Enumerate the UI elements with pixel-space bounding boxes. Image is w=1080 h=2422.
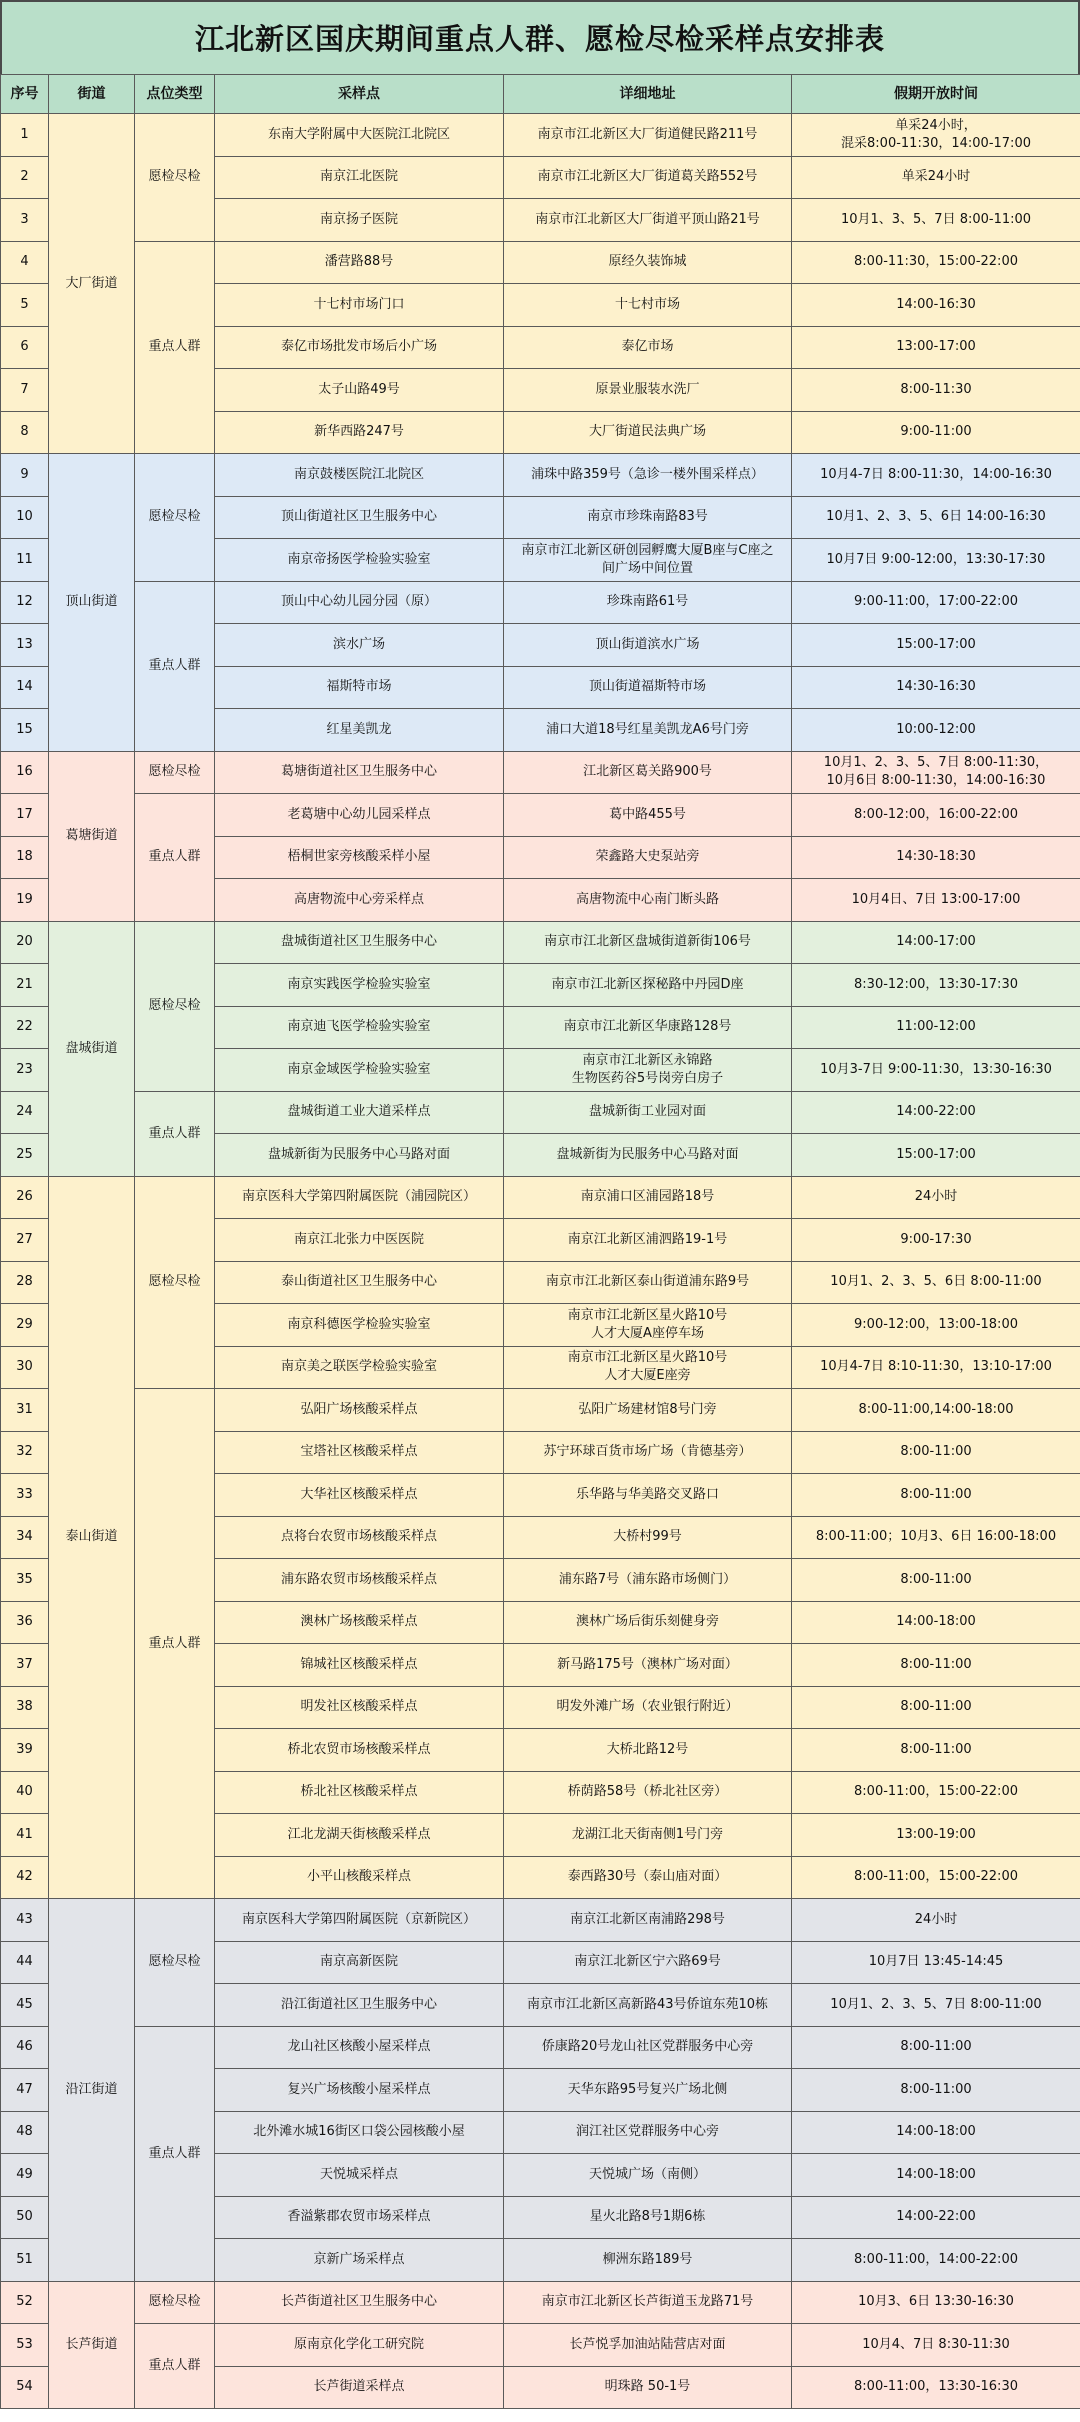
sampling-site: 沿江街道社区卫生服务中心 bbox=[215, 1984, 504, 2027]
site-address: 乐华路与华美路交叉路口 bbox=[504, 1474, 792, 1517]
sampling-site: 东南大学附属中大医院江北院区 bbox=[215, 114, 504, 157]
open-hours: 单采24小时 bbox=[792, 156, 1080, 199]
site-address: 天悦城广场（南侧） bbox=[504, 2154, 792, 2197]
open-hours: 14:00-18:00 bbox=[792, 2154, 1080, 2197]
sampling-site: 福斯特市场 bbox=[215, 666, 504, 709]
open-hours: 8:00-11:30，15:00-22:00 bbox=[792, 241, 1080, 284]
site-address: 高唐物流中心南门断头路 bbox=[504, 879, 792, 922]
table-row bbox=[1, 581, 1080, 624]
sampling-site: 南京美之联医学检验实验室 bbox=[215, 1346, 504, 1389]
sampling-site: 复兴广场核酸小屋采样点 bbox=[215, 2069, 504, 2112]
open-hours: 8:00-11:00 bbox=[792, 2069, 1080, 2112]
open-hours: 10月4日、7日 13:00-17:00 bbox=[792, 879, 1080, 922]
row-number: 54 bbox=[1, 2366, 49, 2409]
site-address: 南京市江北新区星火路10号 人才大厦E座旁 bbox=[504, 1346, 792, 1389]
site-type: 愿检尽检 bbox=[135, 1176, 215, 1389]
open-hours: 14:00-22:00 bbox=[792, 2196, 1080, 2239]
row-number: 15 bbox=[1, 709, 49, 752]
row-number: 27 bbox=[1, 1219, 49, 1262]
row-number: 35 bbox=[1, 1559, 49, 1602]
sampling-site: 长芦街道采样点 bbox=[215, 2366, 504, 2409]
row-number: 5 bbox=[1, 284, 49, 327]
street-name: 长芦街道 bbox=[49, 2281, 135, 2409]
street-name: 沿江街道 bbox=[49, 1899, 135, 2282]
sampling-site: 老葛塘中心幼儿园采样点 bbox=[215, 794, 504, 837]
table-row bbox=[1, 454, 1080, 497]
site-address: 盘城新街为民服务中心马路对面 bbox=[504, 1134, 792, 1177]
table-header-row bbox=[1, 75, 1080, 114]
sampling-site: 宝塔社区核酸采样点 bbox=[215, 1431, 504, 1474]
open-hours: 14:00-17:00 bbox=[792, 921, 1080, 964]
street-name: 葛塘街道 bbox=[49, 751, 135, 921]
sampling-site: 南京江北医院 bbox=[215, 156, 504, 199]
header-no: 序号 bbox=[1, 75, 49, 114]
sampling-site: 泰山街道社区卫生服务中心 bbox=[215, 1261, 504, 1304]
table-row bbox=[1, 1899, 1080, 1942]
row-number: 40 bbox=[1, 1771, 49, 1814]
sampling-site: 顶山街道社区卫生服务中心 bbox=[215, 496, 504, 539]
open-hours: 24小时 bbox=[792, 1176, 1080, 1219]
row-number: 38 bbox=[1, 1686, 49, 1729]
row-number: 42 bbox=[1, 1856, 49, 1899]
sampling-site: 香溢紫郡农贸市场采样点 bbox=[215, 2196, 504, 2239]
open-hours: 8:00-11:00 bbox=[792, 1729, 1080, 1772]
site-address: 长芦悦孚加油站陆营店对面 bbox=[504, 2324, 792, 2367]
row-number: 12 bbox=[1, 581, 49, 624]
sampling-site: 江北龙湖天街核酸采样点 bbox=[215, 1814, 504, 1857]
site-address: 浦口大道18号红星美凯龙A6号门旁 bbox=[504, 709, 792, 752]
site-address: 桥荫路58号（桥北社区旁） bbox=[504, 1771, 792, 1814]
site-type: 愿检尽检 bbox=[135, 454, 215, 582]
open-hours: 8:00-11:00 bbox=[792, 1474, 1080, 1517]
street-name: 顶山街道 bbox=[49, 454, 135, 752]
row-number: 44 bbox=[1, 1941, 49, 1984]
sampling-site: 盘城街道工业大道采样点 bbox=[215, 1091, 504, 1134]
site-address: 侨康路20号龙山社区党群服务中心旁 bbox=[504, 2026, 792, 2069]
row-number: 17 bbox=[1, 794, 49, 837]
row-number: 21 bbox=[1, 964, 49, 1007]
open-hours: 单采24小时， 混采8:00-11:30，14:00-17:00 bbox=[792, 114, 1080, 157]
open-hours: 8:00-11:00，14:00-22:00 bbox=[792, 2239, 1080, 2282]
sampling-site: 锦城社区核酸采样点 bbox=[215, 1644, 504, 1687]
open-hours: 9:00-12:00，13:00-18:00 bbox=[792, 1304, 1080, 1347]
site-address: 天华东路95号复兴广场北侧 bbox=[504, 2069, 792, 2112]
open-hours: 9:00-11:00 bbox=[792, 411, 1080, 454]
site-address: 南京市江北新区研创园孵鹰大厦B座与C座之 间广场中间位置 bbox=[504, 539, 792, 582]
sampling-site: 龙山社区核酸小屋采样点 bbox=[215, 2026, 504, 2069]
table-row bbox=[1, 1176, 1080, 1219]
open-hours: 10月3、6日 13:30-16:30 bbox=[792, 2281, 1080, 2324]
site-address: 浦东路7号（浦东路市场侧门） bbox=[504, 1559, 792, 1602]
row-number: 53 bbox=[1, 2324, 49, 2367]
row-number: 45 bbox=[1, 1984, 49, 2027]
table-row bbox=[1, 1091, 1080, 1134]
sampling-site: 新华西路247号 bbox=[215, 411, 504, 454]
open-hours: 14:00-16:30 bbox=[792, 284, 1080, 327]
row-number: 30 bbox=[1, 1346, 49, 1389]
sampling-site: 南京高新医院 bbox=[215, 1941, 504, 1984]
open-hours: 8:00-11:00 bbox=[792, 1559, 1080, 1602]
sampling-site: 大华社区核酸采样点 bbox=[215, 1474, 504, 1517]
site-address: 南京市江北新区华康路128号 bbox=[504, 1006, 792, 1049]
site-address: 南京江北新区浦泗路19-1号 bbox=[504, 1219, 792, 1262]
row-number: 31 bbox=[1, 1389, 49, 1432]
site-type: 重点人群 bbox=[135, 2324, 215, 2409]
sampling-site: 高唐物流中心旁采样点 bbox=[215, 879, 504, 922]
sampling-site: 南京帝扬医学检验实验室 bbox=[215, 539, 504, 582]
site-address: 弘阳广场建材馆8号门旁 bbox=[504, 1389, 792, 1432]
sampling-site: 南京江北张力中医医院 bbox=[215, 1219, 504, 1262]
site-address: 浦珠中路359号（急诊一楼外围采样点） bbox=[504, 454, 792, 497]
sampling-site: 潘营路88号 bbox=[215, 241, 504, 284]
row-number: 51 bbox=[1, 2239, 49, 2282]
row-number: 9 bbox=[1, 454, 49, 497]
table-row bbox=[1, 2281, 1080, 2324]
row-number: 11 bbox=[1, 539, 49, 582]
row-number: 49 bbox=[1, 2154, 49, 2197]
row-number: 47 bbox=[1, 2069, 49, 2112]
sampling-site: 澳林广场核酸采样点 bbox=[215, 1601, 504, 1644]
sampling-site: 盘城新街为民服务中心马路对面 bbox=[215, 1134, 504, 1177]
sampling-site: 长芦街道社区卫生服务中心 bbox=[215, 2281, 504, 2324]
row-number: 24 bbox=[1, 1091, 49, 1134]
street-name: 大厂街道 bbox=[49, 114, 135, 454]
row-number: 43 bbox=[1, 1899, 49, 1942]
sampling-site: 京新广场采样点 bbox=[215, 2239, 504, 2282]
site-address: 顶山街道滨水广场 bbox=[504, 624, 792, 667]
table-body bbox=[1, 114, 1080, 2409]
open-hours: 8:00-11:00，15:00-22:00 bbox=[792, 1856, 1080, 1899]
row-number: 8 bbox=[1, 411, 49, 454]
open-hours: 8:00-12:00，16:00-22:00 bbox=[792, 794, 1080, 837]
open-hours: 8:00-11:00 bbox=[792, 2026, 1080, 2069]
row-number: 23 bbox=[1, 1049, 49, 1092]
row-number: 16 bbox=[1, 751, 49, 794]
table-row bbox=[1, 751, 1080, 794]
sampling-site: 顶山中心幼儿园分园（原） bbox=[215, 581, 504, 624]
open-hours: 13:00-19:00 bbox=[792, 1814, 1080, 1857]
sampling-site: 太子山路49号 bbox=[215, 369, 504, 412]
sampling-site: 弘阳广场核酸采样点 bbox=[215, 1389, 504, 1432]
site-type: 重点人群 bbox=[135, 581, 215, 751]
site-type: 重点人群 bbox=[135, 1091, 215, 1176]
open-hours: 10月4-7日 8:10-11:30，13:10-17:00 bbox=[792, 1346, 1080, 1389]
row-number: 19 bbox=[1, 879, 49, 922]
row-number: 18 bbox=[1, 836, 49, 879]
site-type: 愿检尽检 bbox=[135, 751, 215, 794]
open-hours: 10月1、3、5、7日 8:00-11:00 bbox=[792, 199, 1080, 242]
open-hours: 8:00-11:30 bbox=[792, 369, 1080, 412]
sampling-site: 红星美凯龙 bbox=[215, 709, 504, 752]
open-hours: 9:00-11:00，17:00-22:00 bbox=[792, 581, 1080, 624]
site-address: 南京市江北新区大厂街道健民路211号 bbox=[504, 114, 792, 157]
open-hours: 10月7日 9:00-12:00，13:30-17:30 bbox=[792, 539, 1080, 582]
row-number: 32 bbox=[1, 1431, 49, 1474]
row-number: 13 bbox=[1, 624, 49, 667]
site-type: 重点人群 bbox=[135, 1389, 215, 1899]
row-number: 4 bbox=[1, 241, 49, 284]
site-address: 葛中路455号 bbox=[504, 794, 792, 837]
sampling-site: 十七村市场门口 bbox=[215, 284, 504, 327]
sampling-site: 北外滩水城16街区口袋公园核酸小屋 bbox=[215, 2111, 504, 2154]
row-number: 29 bbox=[1, 1304, 49, 1347]
table-row bbox=[1, 114, 1080, 157]
site-address: 南京浦口区浦园路18号 bbox=[504, 1176, 792, 1219]
site-address: 南京市珍珠南路83号 bbox=[504, 496, 792, 539]
table-row bbox=[1, 921, 1080, 964]
sampling-site: 南京金域医学检验实验室 bbox=[215, 1049, 504, 1092]
site-address: 泰亿市场 bbox=[504, 326, 792, 369]
row-number: 39 bbox=[1, 1729, 49, 1772]
site-address: 苏宁环球百货市场广场（肯德基旁） bbox=[504, 1431, 792, 1474]
open-hours: 14:30-16:30 bbox=[792, 666, 1080, 709]
open-hours: 13:00-17:00 bbox=[792, 326, 1080, 369]
site-address: 盘城新街工业园对面 bbox=[504, 1091, 792, 1134]
sampling-site: 南京医科大学第四附属医院（浦园院区） bbox=[215, 1176, 504, 1219]
header-street: 街道 bbox=[49, 75, 135, 114]
header-hours: 假期开放时间 bbox=[792, 75, 1080, 114]
row-number: 46 bbox=[1, 2026, 49, 2069]
site-address: 南京市江北新区星火路10号 人才大厦A座停车场 bbox=[504, 1304, 792, 1347]
site-type: 愿检尽检 bbox=[135, 1899, 215, 2027]
row-number: 52 bbox=[1, 2281, 49, 2324]
open-hours: 10月1、2、3、5、6日 8:00-11:00 bbox=[792, 1261, 1080, 1304]
sampling-site: 点将台农贸市场核酸采样点 bbox=[215, 1516, 504, 1559]
site-address: 明发外滩广场（农业银行附近） bbox=[504, 1686, 792, 1729]
site-address: 泰西路30号（泰山庙对面） bbox=[504, 1856, 792, 1899]
open-hours: 10月4-7日 8:00-11:30，14:00-16:30 bbox=[792, 454, 1080, 497]
open-hours: 8:00-11:00 bbox=[792, 1644, 1080, 1687]
row-number: 10 bbox=[1, 496, 49, 539]
site-address: 南京江北新区南浦路298号 bbox=[504, 1899, 792, 1942]
site-address: 南京市江北新区泰山街道浦东路9号 bbox=[504, 1261, 792, 1304]
sampling-site: 明发社区核酸采样点 bbox=[215, 1686, 504, 1729]
row-number: 26 bbox=[1, 1176, 49, 1219]
open-hours: 14:00-18:00 bbox=[792, 2111, 1080, 2154]
site-address: 星火北路8号1期6栋 bbox=[504, 2196, 792, 2239]
row-number: 22 bbox=[1, 1006, 49, 1049]
open-hours: 10月1、2、3、5、6日 14:00-16:30 bbox=[792, 496, 1080, 539]
sampling-site: 南京科德医学检验实验室 bbox=[215, 1304, 504, 1347]
open-hours: 14:30-18:30 bbox=[792, 836, 1080, 879]
street-name: 泰山街道 bbox=[49, 1176, 135, 1899]
sampling-site: 南京扬子医院 bbox=[215, 199, 504, 242]
site-address: 明珠路 50-1号 bbox=[504, 2366, 792, 2409]
site-type: 重点人群 bbox=[135, 2026, 215, 2281]
site-address: 江北新区葛关路900号 bbox=[504, 751, 792, 794]
site-address: 柳洲东路189号 bbox=[504, 2239, 792, 2282]
row-number: 7 bbox=[1, 369, 49, 412]
row-number: 33 bbox=[1, 1474, 49, 1517]
open-hours: 14:00-22:00 bbox=[792, 1091, 1080, 1134]
site-address: 南京市江北新区探秘路中丹园D座 bbox=[504, 964, 792, 1007]
header-type: 点位类型 bbox=[135, 75, 215, 114]
open-hours: 15:00-17:00 bbox=[792, 624, 1080, 667]
row-number: 34 bbox=[1, 1516, 49, 1559]
row-number: 1 bbox=[1, 114, 49, 157]
header-site: 采样点 bbox=[215, 75, 504, 114]
sampling-site: 梧桐世家旁核酸采样小屋 bbox=[215, 836, 504, 879]
site-type: 重点人群 bbox=[135, 794, 215, 922]
open-hours: 14:00-18:00 bbox=[792, 1601, 1080, 1644]
row-number: 6 bbox=[1, 326, 49, 369]
site-type: 重点人群 bbox=[135, 241, 215, 454]
site-address: 十七村市场 bbox=[504, 284, 792, 327]
open-hours: 9:00-17:30 bbox=[792, 1219, 1080, 1262]
site-address: 大桥村99号 bbox=[504, 1516, 792, 1559]
site-address: 南京市江北新区大厂街道平顶山路21号 bbox=[504, 199, 792, 242]
sampling-site: 南京迪飞医学检验实验室 bbox=[215, 1006, 504, 1049]
sampling-site: 原南京化学化工研究院 bbox=[215, 2324, 504, 2367]
row-number: 50 bbox=[1, 2196, 49, 2239]
site-address: 荣鑫路大史泵站旁 bbox=[504, 836, 792, 879]
sampling-site: 南京医科大学第四附属医院（京新院区） bbox=[215, 1899, 504, 1942]
header-address: 详细地址 bbox=[504, 75, 792, 114]
open-hours: 24小时 bbox=[792, 1899, 1080, 1942]
open-hours: 10月3-7日 9:00-11:30，13:30-16:30 bbox=[792, 1049, 1080, 1092]
open-hours: 10月1、2、3、5、7日 8:00-11:00 bbox=[792, 1984, 1080, 2027]
site-address: 润江社区党群服务中心旁 bbox=[504, 2111, 792, 2154]
table-row bbox=[1, 2324, 1080, 2367]
sampling-site: 滨水广场 bbox=[215, 624, 504, 667]
sampling-site: 葛塘街道社区卫生服务中心 bbox=[215, 751, 504, 794]
table-row bbox=[1, 241, 1080, 284]
row-number: 36 bbox=[1, 1601, 49, 1644]
site-address: 南京市江北新区盘城街道新街106号 bbox=[504, 921, 792, 964]
site-address: 南京市江北新区大厂街道葛关路552号 bbox=[504, 156, 792, 199]
site-address: 南京市江北新区永锦路 生物医药谷5号岗旁白房子 bbox=[504, 1049, 792, 1092]
site-address: 澳林广场后街乐刻健身旁 bbox=[504, 1601, 792, 1644]
sampling-site: 泰亿市场批发市场后小广场 bbox=[215, 326, 504, 369]
open-hours: 8:00-11:00，13:30-16:30 bbox=[792, 2366, 1080, 2409]
site-address: 珍珠南路61号 bbox=[504, 581, 792, 624]
open-hours: 11:00-12:00 bbox=[792, 1006, 1080, 1049]
row-number: 2 bbox=[1, 156, 49, 199]
sampling-site: 盘城街道社区卫生服务中心 bbox=[215, 921, 504, 964]
site-address: 大厂街道民法典广场 bbox=[504, 411, 792, 454]
sampling-site: 南京鼓楼医院江北院区 bbox=[215, 454, 504, 497]
row-number: 25 bbox=[1, 1134, 49, 1177]
row-number: 28 bbox=[1, 1261, 49, 1304]
row-number: 37 bbox=[1, 1644, 49, 1687]
row-number: 41 bbox=[1, 1814, 49, 1857]
site-address: 大桥北路12号 bbox=[504, 1729, 792, 1772]
open-hours: 8:00-11:00 bbox=[792, 1431, 1080, 1474]
sampling-site: 南京实践医学检验实验室 bbox=[215, 964, 504, 1007]
street-name: 盘城街道 bbox=[49, 921, 135, 1176]
site-address: 南京市江北新区长芦街道玉龙路71号 bbox=[504, 2281, 792, 2324]
site-address: 南京江北新区宁六路69号 bbox=[504, 1941, 792, 1984]
open-hours: 10月7日 13:45-14:45 bbox=[792, 1941, 1080, 1984]
open-hours: 8:00-11:00 bbox=[792, 1686, 1080, 1729]
open-hours: 15:00-17:00 bbox=[792, 1134, 1080, 1177]
site-address: 新马路175号（澳林广场对面） bbox=[504, 1644, 792, 1687]
open-hours: 8:00-11:00，15:00-22:00 bbox=[792, 1771, 1080, 1814]
site-type: 愿检尽检 bbox=[135, 921, 215, 1091]
open-hours: 10月4、7日 8:30-11:30 bbox=[792, 2324, 1080, 2367]
site-type: 愿检尽检 bbox=[135, 2281, 215, 2324]
site-address: 龙湖江北天街南侧1号门旁 bbox=[504, 1814, 792, 1857]
sampling-site: 桥北农贸市场核酸采样点 bbox=[215, 1729, 504, 1772]
table-row bbox=[1, 2026, 1080, 2069]
site-address: 南京市江北新区高新路43号侨谊东苑10栋 bbox=[504, 1984, 792, 2027]
row-number: 48 bbox=[1, 2111, 49, 2154]
table-row bbox=[1, 1389, 1080, 1432]
sampling-site: 桥北社区核酸采样点 bbox=[215, 1771, 504, 1814]
sampling-site: 小平山核酸采样点 bbox=[215, 1856, 504, 1899]
site-address: 原景业服装水洗厂 bbox=[504, 369, 792, 412]
site-type: 愿检尽检 bbox=[135, 114, 215, 242]
open-hours: 8:00-11:00,14:00-18:00 bbox=[792, 1389, 1080, 1432]
schedule-table bbox=[0, 74, 1080, 2409]
table-row bbox=[1, 794, 1080, 837]
row-number: 20 bbox=[1, 921, 49, 964]
row-number: 3 bbox=[1, 199, 49, 242]
row-number: 14 bbox=[1, 666, 49, 709]
sampling-site: 浦东路农贸市场核酸采样点 bbox=[215, 1559, 504, 1602]
open-hours: 10月1、2、3、5、7日 8:00-11:30， 10月6日 8:00-11:30，14:00-16:30 bbox=[792, 751, 1080, 794]
open-hours: 10:00-12:00 bbox=[792, 709, 1080, 752]
site-address: 顶山街道福斯特市场 bbox=[504, 666, 792, 709]
page-title: 江北新区国庆期间重点人群、愿检尽检采样点安排表 bbox=[0, 0, 1080, 74]
open-hours: 8:30-12:00，13:30-17:30 bbox=[792, 964, 1080, 1007]
sampling-site: 天悦城采样点 bbox=[215, 2154, 504, 2197]
open-hours: 8:00-11:00；10月3、6日 16:00-18:00 bbox=[792, 1516, 1080, 1559]
site-address: 原经久装饰城 bbox=[504, 241, 792, 284]
